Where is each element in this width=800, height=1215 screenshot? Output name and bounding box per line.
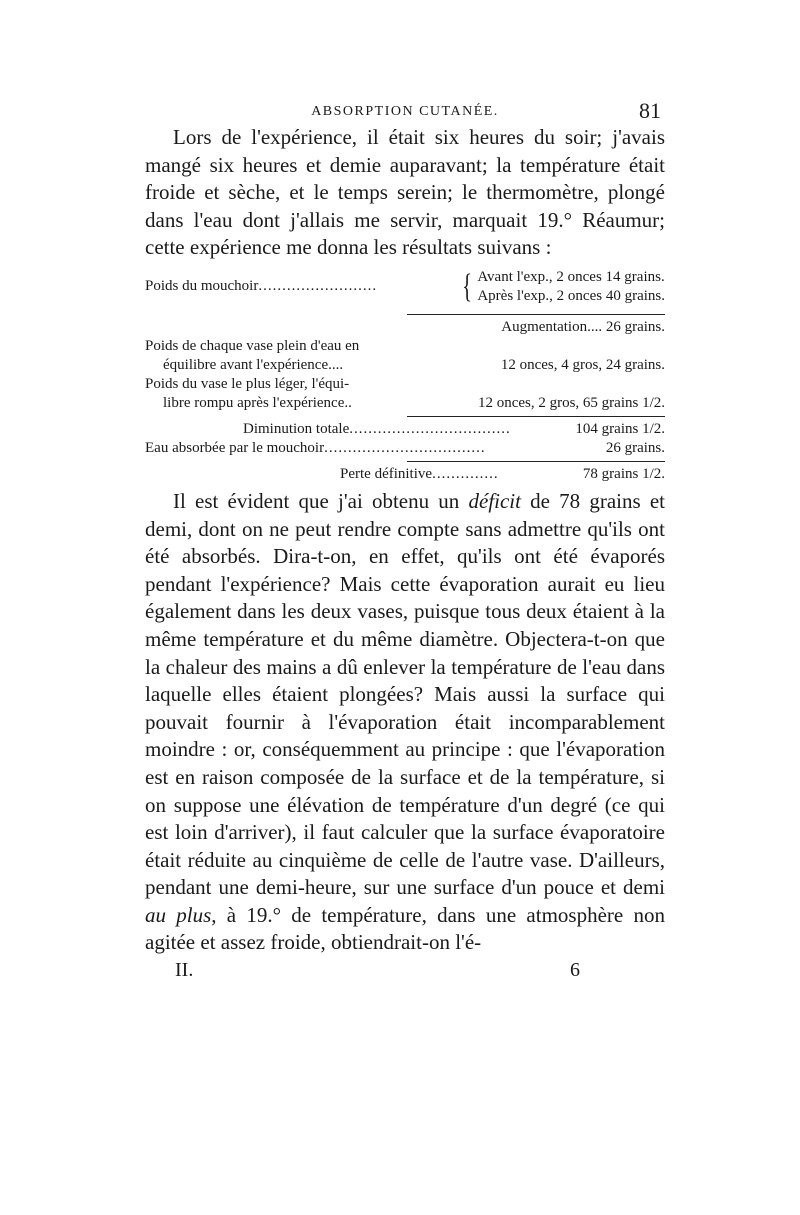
vase-plein-line1: Poids de chaque vase plein d'eau en	[145, 337, 360, 354]
page-footer	[145, 959, 665, 985]
perte-value: 78 grains 1/2.	[582, 465, 665, 482]
perte-row	[145, 465, 665, 484]
body-paragraph	[145, 488, 665, 957]
mouchoir-values	[477, 268, 665, 306]
vase-plein-row	[145, 356, 665, 375]
avant-value: Avant l'exp., 2 onces 14 grains.	[477, 268, 665, 285]
divider	[407, 416, 665, 417]
mouchoir-row	[145, 268, 665, 306]
results-table	[145, 268, 665, 484]
vase-leger-value: 12 onces, 2 gros, 65 grains 1/2.	[477, 394, 665, 411]
body-text-3: , à 19.° de température, dans une atmosphère non agitée et assez froide, obtiendrait-on l'é-	[145, 902, 665, 955]
leader-dots: .........................	[258, 278, 378, 295]
divider	[407, 461, 665, 462]
leader-dots: ..................................	[324, 439, 486, 456]
brace-icon: {	[462, 267, 473, 305]
leader-dots: ..................................	[349, 420, 511, 437]
eau-label: Eau absorbée par le mouchoir	[145, 439, 325, 456]
diminution-label: Diminution totale	[243, 420, 350, 437]
vase-plein-line2: équilibre avant l'expérience....	[163, 356, 344, 373]
volume-signature: II.	[175, 959, 194, 982]
vase-leger-line2: libre rompu après l'expérience..	[163, 394, 352, 411]
running-title: ABSORPTION CUTANÉE.	[311, 104, 499, 119]
perte-label: Perte définitive	[340, 465, 433, 482]
divider	[407, 314, 665, 315]
eau-row	[145, 439, 665, 458]
page-header	[145, 98, 665, 124]
eau-value: 26 grains.	[605, 439, 665, 456]
deficit-word: déficit	[468, 488, 521, 513]
page-number: 81	[639, 98, 661, 123]
poids-mouchoir-label: Poids du mouchoir	[145, 278, 259, 295]
apres-value: Après l'exp., 2 onces 40 grains.	[477, 287, 665, 304]
page	[145, 98, 665, 985]
diminution-value: 104 grains 1/2.	[575, 420, 665, 437]
vase-leger-row	[145, 394, 665, 413]
intro-paragraph: Lors de l'expérience, il était six heures du soir; j'avais mangé six heures et demie auparavant; la température était froide et sèche, et le temps serein; le thermomètre, plongé dans l'eau dont j'allais me servir, marquait 19.° Réaumur; cette expérience me donna les résultats suivans :	[145, 125, 665, 260]
leader-dots: ..............	[432, 465, 499, 482]
body-text-1: Il est évident que j'ai obtenu un	[173, 488, 469, 513]
body-text-2: de 78 grains et demi, dont on ne peut rendre compte sans admettre qu'ils ont été absorbés. Dira-t-on, en effet, qu'ils ont été évaporés pendant l'expérience? Mais cette évaporation aurait eu lieu également dans les deux vases, puisque tous deux étaient à la même température et du même diamètre. Objectera-t-on que la chaleur des mains a dû enlever la température de l'eau dans laquelle elles étaient plongées? Mais aussi la surface qui pouvait fournir à l'évaporation était incomparablement moindre : or, conséquemment au principe : que l'évaporation est en raison composée de la surface et de la température, si on suppose une élévation de température d'un degré (ce qui est loin d'arriver), il faut calculer que la surface évaporatoire était réduite au cinquième de celle de l'autre vase. D'ailleurs, pendant une demi-heure, sur une surface d'un pouce et demi	[145, 488, 666, 900]
augmentation-row: Augmentation.... 26 grains.	[501, 318, 665, 335]
au-plus-words: au plus	[145, 902, 212, 927]
gathering-signature: 6	[570, 959, 580, 982]
diminution-row	[145, 420, 665, 439]
vase-plein-value: 12 onces, 4 gros, 24 grains.	[500, 356, 665, 373]
vase-leger-line1: Poids du vase le plus léger, l'équi-	[145, 375, 350, 392]
